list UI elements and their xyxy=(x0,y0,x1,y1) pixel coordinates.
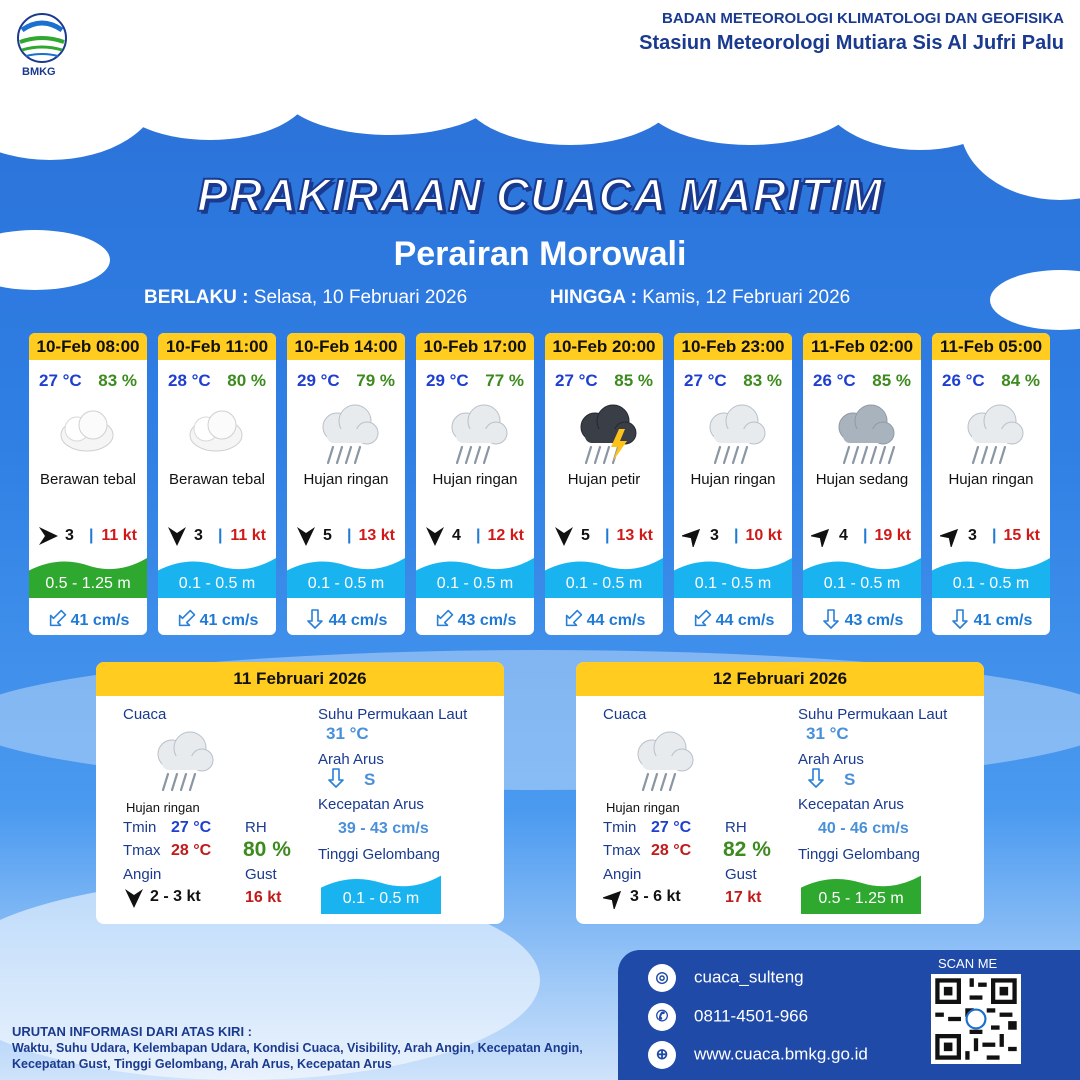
forecast-humidity: 83 % xyxy=(98,371,137,390)
validity-to-label: HINGGA : xyxy=(550,287,637,308)
gust-label: Gust xyxy=(245,866,277,883)
current-speed: 41 cm/s xyxy=(70,612,130,629)
forecast-weather: Hujan ringan xyxy=(303,471,389,488)
light-rain-icon xyxy=(602,722,720,799)
validity-from-label: BERLAKU : xyxy=(144,287,249,308)
daily-summary-panel xyxy=(576,662,984,924)
cloudy-icon xyxy=(29,395,147,467)
forecast-humidity: 85 % xyxy=(872,371,911,390)
forecast-time: 11-Feb 05:00 xyxy=(932,333,1050,360)
current-direction-icon xyxy=(176,609,196,629)
rh-value: 80 % xyxy=(243,838,291,861)
forecast-current xyxy=(29,609,147,630)
gust-speed: 15 kt xyxy=(1003,527,1040,544)
page-subtitle: Perairan Morowali xyxy=(393,235,687,273)
forecast-humidity: 79 % xyxy=(356,371,395,390)
instagram-icon: ◎ xyxy=(648,964,676,992)
wind-value: 2 - 3 kt xyxy=(150,888,201,905)
current-direction-icon xyxy=(305,609,325,629)
qr-code-icon[interactable] xyxy=(931,974,1021,1064)
tmin-value: 27 °C xyxy=(651,819,692,836)
wind-direction-icon xyxy=(295,525,317,547)
page-title: PRAKIRAAN CUACA MARITIM xyxy=(197,169,883,221)
agency-name: BADAN METEOROLOGI KLIMATOLOGI DAN GEOFISIKA xyxy=(662,10,1064,27)
forecast-wind xyxy=(287,525,405,549)
website-link: www.cuaca.bmkg.go.id xyxy=(694,1044,868,1064)
daily-date: 12 Februari 2026 xyxy=(576,662,984,696)
separator: | xyxy=(218,527,223,544)
current-speed-label: Kecepatan Arus xyxy=(318,796,424,813)
forecast-wind xyxy=(29,525,147,549)
light-rain-icon xyxy=(122,722,240,799)
current-speed: 44 cm/s xyxy=(586,612,646,629)
sst-label: Suhu Permukaan Laut xyxy=(798,706,948,723)
wind-direction-icon xyxy=(37,525,59,547)
forecast-weather: Hujan ringan xyxy=(948,471,1034,488)
rh-label: RH xyxy=(725,819,747,836)
light-rain-icon xyxy=(932,395,1050,467)
wind-direction-icon xyxy=(682,525,704,547)
wind-direction-icon xyxy=(166,525,188,547)
moderate-rain-icon xyxy=(803,395,921,467)
wave-height: 0.1 - 0.5 m xyxy=(178,575,256,592)
wave-height: 0.1 - 0.5 m xyxy=(694,575,772,592)
forecast-weather: Hujan petir xyxy=(567,471,641,488)
forecast-temperature: 27 °C xyxy=(555,371,598,390)
separator: | xyxy=(476,527,481,544)
wave-height: 0.1 - 0.5 m xyxy=(307,575,385,592)
forecast-wind xyxy=(803,525,921,549)
forecast-wind xyxy=(158,525,276,549)
thunderstorm-icon xyxy=(545,395,663,467)
current-direction-value: S xyxy=(844,770,856,789)
current-speed: 44 cm/s xyxy=(715,612,775,629)
current-direction-icon xyxy=(47,609,67,629)
wave-height: 0.5 - 1.25 m xyxy=(45,575,131,592)
current-speed: 44 cm/s xyxy=(328,612,388,629)
cloudy-icon xyxy=(158,395,276,467)
wind-direction-icon xyxy=(603,887,625,914)
logo-text: BMKG xyxy=(22,66,56,78)
current-direction-icon xyxy=(563,609,583,629)
gust-speed: 10 kt xyxy=(745,527,782,544)
current-direction-icon xyxy=(434,609,454,629)
forecast-current xyxy=(803,609,921,630)
forecast-current xyxy=(674,609,792,630)
wind-direction-icon xyxy=(553,525,575,547)
forecast-card xyxy=(416,333,534,635)
forecast-wind xyxy=(674,525,792,549)
current-direction-value: S xyxy=(364,770,376,789)
wave-height: 0.1 - 0.5 m xyxy=(565,575,643,592)
sst-label: Suhu Permukaan Laut xyxy=(318,706,468,723)
tmax-value: 28 °C xyxy=(651,842,692,859)
current-direction-icon xyxy=(821,609,841,629)
forecast-time: 10-Feb 11:00 xyxy=(158,333,276,360)
current-direction-icon xyxy=(692,609,712,629)
wave-height-label: Tinggi Gelombang xyxy=(798,846,921,863)
wind-speed: 3 xyxy=(968,527,977,544)
forecast-temperature: 27 °C xyxy=(684,371,727,390)
current-speed: 43 cm/s xyxy=(457,612,517,629)
validity-from xyxy=(144,287,467,309)
gust-speed: 13 kt xyxy=(358,527,395,544)
wind-speed: 5 xyxy=(581,527,590,544)
daily-date: 11 Februari 2026 xyxy=(96,662,504,696)
light-rain-icon xyxy=(416,395,534,467)
gust-speed: 11 kt xyxy=(101,527,137,544)
validity-from-value: Selasa, 10 Februari 2026 xyxy=(253,287,468,308)
forecast-time: 10-Feb 17:00 xyxy=(416,333,534,360)
forecast-time: 10-Feb 20:00 xyxy=(545,333,663,360)
wave-height: 0.1 - 0.5 m xyxy=(823,575,901,592)
wind-label: Angin xyxy=(123,866,162,883)
tmax-value: 28 °C xyxy=(171,842,212,859)
station-name: Stasiun Meteorologi Mutiara Sis Al Jufri Palu xyxy=(639,32,1064,54)
gust-speed: 11 kt xyxy=(230,527,266,544)
footer-text: Waktu, Suhu Udara, Kelembapan Udara, Kondisi Cuaca, Visibility, Arah Angin, Kecepatan Angin, Kecepatan Gust, Tinggi Gelombang, Arah Arus, Kecepatan Arus xyxy=(12,1041,583,1071)
current-speed: 41 cm/s xyxy=(973,612,1033,629)
phone-row[interactable] xyxy=(648,1003,808,1031)
current-direction-label: Arah Arus xyxy=(798,751,864,768)
light-rain-icon xyxy=(287,395,405,467)
wind-speed: 4 xyxy=(839,527,848,544)
forecast-temperature: 29 °C xyxy=(297,371,340,390)
wind-value: 3 - 6 kt xyxy=(630,888,681,905)
separator: | xyxy=(863,527,868,544)
daily-weather: Hujan ringan xyxy=(606,800,680,815)
gust-speed: 12 kt xyxy=(487,527,524,544)
gust-value: 17 kt xyxy=(725,889,762,906)
wave-height-value: 0.1 - 0.5 m xyxy=(342,890,420,907)
current-speed: 43 cm/s xyxy=(844,612,904,629)
separator: | xyxy=(992,527,997,544)
forecast-weather: Hujan ringan xyxy=(432,471,518,488)
forecast-current xyxy=(932,609,1050,630)
wind-speed: 3 xyxy=(194,527,203,544)
forecast-humidity: 80 % xyxy=(227,371,266,390)
daily-summary-panel xyxy=(96,662,504,924)
forecast-card xyxy=(803,333,921,635)
wave-height-value: 0.5 - 1.25 m xyxy=(818,890,904,907)
forecast-wind xyxy=(416,525,534,549)
forecast-weather: Berawan tebal xyxy=(169,471,265,488)
phone-number: 0811-4501-966 xyxy=(694,1006,809,1026)
separator: | xyxy=(734,527,739,544)
wind-direction-icon xyxy=(123,887,145,914)
bmkg-logo-icon xyxy=(16,12,68,66)
forecast-card xyxy=(545,333,663,635)
wind-direction-icon xyxy=(424,525,446,547)
forecast-card xyxy=(158,333,276,635)
forecast-temperature: 28 °C xyxy=(168,371,211,390)
scan-me-label: SCAN ME xyxy=(938,956,998,971)
forecast-temperature: 29 °C xyxy=(426,371,469,390)
forecast-card xyxy=(287,333,405,635)
separator: | xyxy=(89,527,94,544)
current-direction-icon xyxy=(806,768,826,793)
current-speed-value: 39 - 43 cm/s xyxy=(338,820,429,837)
phone-icon: ✆ xyxy=(648,1003,676,1031)
tmax-label: Tmax xyxy=(603,842,641,859)
gust-value: 16 kt xyxy=(245,889,282,906)
wave-height-label: Tinggi Gelombang xyxy=(318,846,441,863)
wind-speed: 3 xyxy=(65,527,74,544)
contact-panel xyxy=(618,950,1080,1080)
globe-icon: ⊕ xyxy=(648,1041,676,1069)
current-speed: 41 cm/s xyxy=(199,612,259,629)
tmin-label: Tmin xyxy=(603,819,637,836)
separator: | xyxy=(605,527,610,544)
rh-label: RH xyxy=(245,819,267,836)
wind-label: Angin xyxy=(603,866,642,883)
weather-label: Cuaca xyxy=(603,706,647,723)
forecast-humidity: 77 % xyxy=(485,371,524,390)
forecast-wind xyxy=(545,525,663,549)
forecast-humidity: 84 % xyxy=(1001,371,1040,390)
forecast-current xyxy=(158,609,276,630)
light-rain-icon xyxy=(674,395,792,467)
tmax-label: Tmax xyxy=(123,842,161,859)
wind-direction-icon xyxy=(940,525,962,547)
tmin-value: 27 °C xyxy=(171,819,212,836)
forecast-humidity: 83 % xyxy=(743,371,782,390)
forecast-temperature: 26 °C xyxy=(942,371,985,390)
sst-value: 31 °C xyxy=(806,724,849,743)
forecast-card xyxy=(674,333,792,635)
forecast-current xyxy=(416,609,534,630)
wave-height: 0.1 - 0.5 m xyxy=(952,575,1030,592)
wave-height: 0.1 - 0.5 m xyxy=(436,575,514,592)
current-direction-icon xyxy=(326,768,346,793)
rh-value: 82 % xyxy=(723,838,771,861)
forecast-card xyxy=(932,333,1050,635)
forecast-current xyxy=(545,609,663,630)
instagram-row[interactable] xyxy=(648,964,804,992)
forecast-current xyxy=(287,609,405,630)
validity-to xyxy=(550,287,850,309)
forecast-wind xyxy=(932,525,1050,549)
cloud-shape xyxy=(990,270,1080,330)
forecast-time: 10-Feb 08:00 xyxy=(29,333,147,360)
forecast-weather: Hujan sedang xyxy=(815,471,909,488)
gust-speed: 13 kt xyxy=(616,527,653,544)
daily-weather: Hujan ringan xyxy=(126,800,200,815)
tmin-label: Tmin xyxy=(123,819,157,836)
forecast-card xyxy=(29,333,147,635)
wind-speed: 3 xyxy=(710,527,719,544)
current-speed-value: 40 - 46 cm/s xyxy=(818,820,909,837)
website-row[interactable] xyxy=(648,1041,868,1069)
forecast-time: 10-Feb 14:00 xyxy=(287,333,405,360)
wind-direction-icon xyxy=(811,525,833,547)
forecast-temperature: 26 °C xyxy=(813,371,856,390)
validity-to-value: Kamis, 12 Februari 2026 xyxy=(642,287,851,308)
footer-title: URUTAN INFORMASI DARI ATAS KIRI : xyxy=(12,1024,252,1039)
forecast-time: 11-Feb 02:00 xyxy=(803,333,921,360)
forecast-weather: Hujan ringan xyxy=(690,471,776,488)
wind-speed: 5 xyxy=(323,527,332,544)
gust-speed: 19 kt xyxy=(874,527,911,544)
separator: | xyxy=(347,527,352,544)
forecast-temperature: 27 °C xyxy=(39,371,82,390)
weather-label: Cuaca xyxy=(123,706,167,723)
sst-value: 31 °C xyxy=(326,724,369,743)
current-direction-label: Arah Arus xyxy=(318,751,384,768)
wind-speed: 4 xyxy=(452,527,461,544)
gust-label: Gust xyxy=(725,866,757,883)
instagram-handle: cuaca_sulteng xyxy=(694,967,804,987)
forecast-weather: Berawan tebal xyxy=(40,471,136,488)
current-speed-label: Kecepatan Arus xyxy=(798,796,904,813)
forecast-time: 10-Feb 23:00 xyxy=(674,333,792,360)
forecast-humidity: 85 % xyxy=(614,371,653,390)
current-direction-icon xyxy=(950,609,970,629)
